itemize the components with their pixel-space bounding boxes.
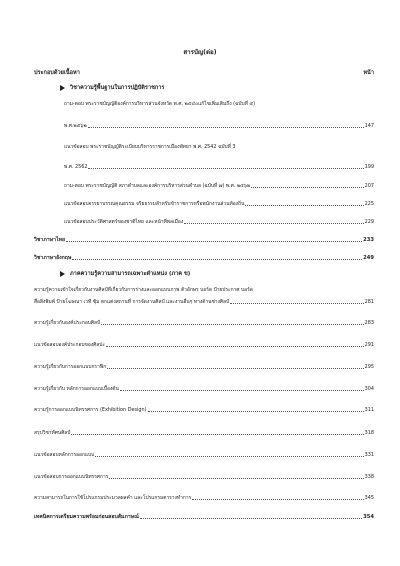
entry-text: ถาม-ตอบ พระราชบัญญัติองค์การบริหารส่วนจังหวัด พ.ศ. ๒๕๔๐แก้ไขเพิ่มเติมถึง (ฉบับที่ ๕) bbox=[64, 101, 255, 107]
entry-text: พ.ศ.๒๕๖๒ bbox=[64, 123, 87, 129]
section-label: ภาคความรู้ความสามารถเฉพาะตำแหน่ง (ภาค ข) bbox=[70, 271, 191, 277]
entry-text: วิชาภาษาอังกฤษ bbox=[34, 255, 72, 261]
toc-header bbox=[34, 69, 374, 77]
toc-entry[interactable] bbox=[64, 144, 374, 150]
contents-column-label: ประกอบด้วยเนื้อหา bbox=[34, 70, 80, 76]
entry-page: 354 bbox=[363, 514, 374, 520]
entry-page: 225 bbox=[364, 201, 374, 207]
toc-entry[interactable] bbox=[64, 183, 374, 189]
entry-text: สรุปวิชาทัศนศิลป์ bbox=[34, 430, 71, 436]
toc-entry[interactable] bbox=[34, 320, 374, 326]
toc-entry-bold[interactable] bbox=[34, 237, 374, 243]
toc-entry[interactable] bbox=[34, 386, 374, 392]
toc-entry[interactable] bbox=[34, 430, 374, 436]
entry-page: 331 bbox=[364, 452, 374, 458]
toc-entry[interactable] bbox=[34, 474, 374, 480]
entry-page: 233 bbox=[363, 237, 374, 243]
toc-entry[interactable] bbox=[64, 164, 374, 170]
entry-text: ถาม-ตอบ พระราชบัญญัติ สภาตำบลและองค์การบริหารส่วนตำบล (ฉบับที่ ๗) พ.ศ. ๒๕๖๒ bbox=[64, 183, 251, 189]
toc-entry[interactable] bbox=[34, 364, 374, 370]
entry-page: 207 bbox=[364, 183, 374, 189]
toc-entry-bold[interactable] bbox=[34, 514, 374, 520]
toc-entry[interactable] bbox=[34, 407, 374, 413]
entry-text: ความรู้เกี่ยวกับองค์ประกอบศิลป์ bbox=[34, 320, 101, 326]
entry-page: 291 bbox=[364, 342, 374, 348]
entry-page: 311 bbox=[364, 407, 374, 413]
section-heading bbox=[60, 270, 190, 278]
toc-entry[interactable] bbox=[34, 452, 374, 458]
entry-page: 295 bbox=[364, 364, 374, 370]
entry-text: แนวข้อสอบหลักการออกแบบ bbox=[34, 452, 95, 458]
entry-text: แนวข้อสอบประวัติศาสตร์ของชาติไทย และหน้าที่พลเมือง bbox=[64, 219, 184, 225]
entry-text: พ.ศ. 2562 bbox=[64, 164, 88, 170]
entry-page: 229 bbox=[364, 219, 374, 225]
entry-text: ความรู้เกี่ยวกับการออกแบบกราฟิก bbox=[34, 364, 107, 370]
toc-entry[interactable] bbox=[34, 495, 374, 501]
entry-text: แนวข้อสอบองค์ประกอบของศิลปะ bbox=[34, 342, 106, 348]
entry-page: 249 bbox=[363, 255, 374, 261]
arrow-bullet-icon bbox=[60, 85, 65, 91]
entry-text: ความรู้เกี่ยวกับ หลักการออกแบบเบื้องต้น bbox=[34, 386, 119, 392]
page-column-label: หน้า bbox=[363, 70, 374, 76]
toc-entry[interactable] bbox=[64, 219, 374, 225]
entry-text: แนวข้อสอบการออกแบบนิทรรศการ bbox=[34, 474, 109, 480]
entry-text: ความรู้ความเข้าใจเกี่ยวกับงานศิลป์ที่เกี่ยวกับการร่างและออกแบบภาพ ตัวอักษร บอร์ด ป้ายประกาศ บอร์ด bbox=[34, 287, 253, 293]
entry-text: ความสามารถในการใช้โปรแกรมประมวลผลคำ และโปรแกรมตารางทำการ bbox=[34, 495, 192, 501]
toc-entry[interactable] bbox=[64, 101, 374, 107]
section-heading bbox=[60, 84, 164, 92]
toc-entry[interactable] bbox=[34, 342, 374, 348]
toc-entry-bold[interactable] bbox=[34, 255, 374, 261]
entry-text: แนวข้อสอบ พระราชบัญญัติระเบียบบริหารราชการเมืองพัทยา พ.ศ. 2542 ฉบับที่ 3 bbox=[64, 144, 236, 150]
entry-page: 304 bbox=[364, 386, 374, 392]
entry-text: เทคนิคการเตรียมความพร้อมก่อนสอบสัมภาษณ์ bbox=[34, 514, 139, 520]
entry-page: 338 bbox=[364, 474, 374, 480]
entry-text: ความรู้การออกแบบนิทรรศการ (Exhibition Design) bbox=[34, 407, 147, 413]
arrow-bullet-icon bbox=[60, 271, 65, 277]
toc-entry[interactable] bbox=[64, 201, 374, 207]
entry-page: 199 bbox=[364, 164, 374, 170]
section-label: วิชาความรู้พื้นฐานในการปฏิบัติราชการ bbox=[70, 85, 165, 91]
entry-page: 147 bbox=[364, 123, 374, 129]
toc-entry[interactable] bbox=[34, 287, 374, 293]
toc-entry[interactable] bbox=[34, 299, 374, 305]
entry-page: 281 bbox=[364, 299, 374, 305]
toc-entry[interactable] bbox=[64, 123, 374, 129]
entry-text: วิชาภาษาไทย bbox=[34, 237, 66, 243]
entry-text: แนวข้อสอบจรรยาบรรณคุณธรรม จริยธรรมสำหรับข้าราชการหรือพนักงานส่วนท้องถิ่น bbox=[64, 201, 245, 207]
entry-page: 345 bbox=[364, 495, 374, 501]
entry-page: 318 bbox=[364, 430, 374, 436]
entry-text: สื่อสิ่งพิมพ์ ป้ายโฆษณา เวที ซุ้ม ตกแต่งสถานที่ การจัดงานศิลป์ และงานอื่นๆ ทางด้านช่างศิลป์ bbox=[34, 299, 230, 305]
entry-page: 283 bbox=[364, 320, 374, 326]
page-title: สารบัญ(ต่อ) bbox=[183, 49, 217, 56]
